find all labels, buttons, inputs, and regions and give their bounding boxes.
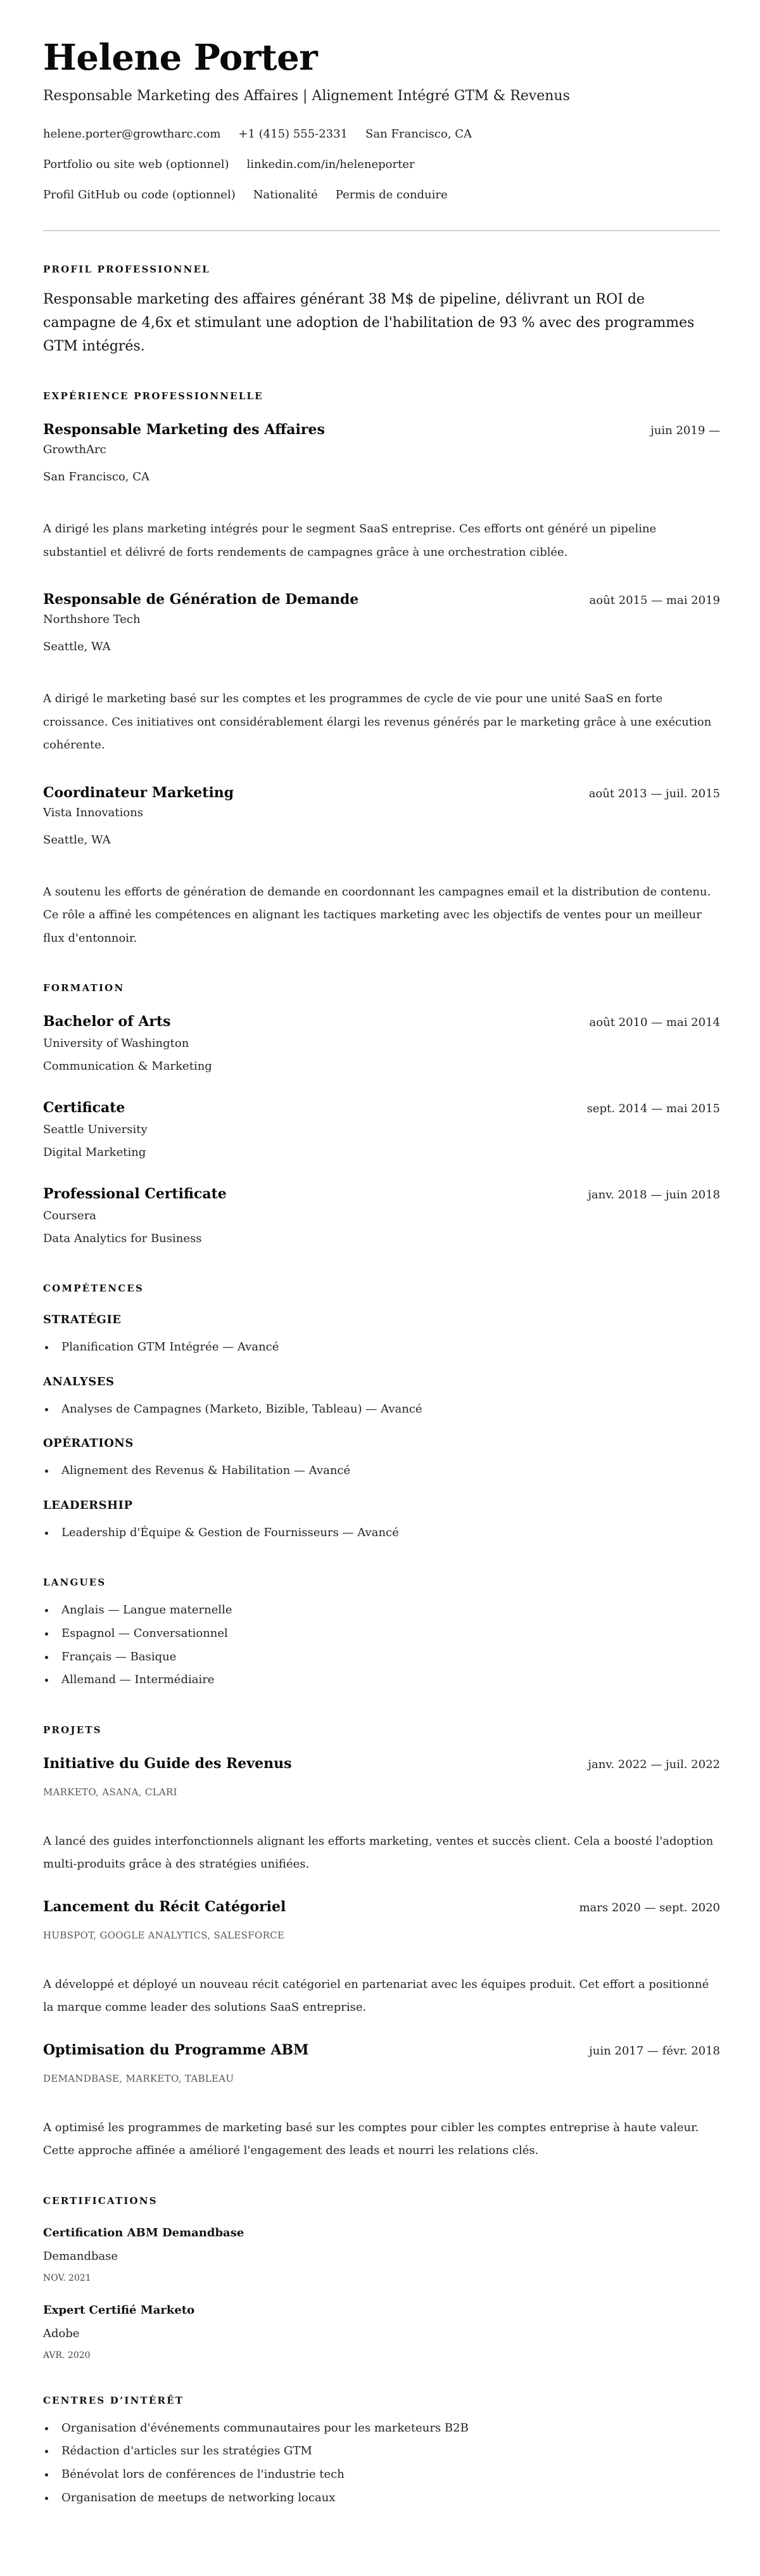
project-tools: HUBSPOT, GOOGLE ANALYTICS, SALESFORCE [43,1929,285,1941]
field-of-study: Communication & Marketing [43,1060,212,1073]
contact-info [43,119,720,210]
job-location: Seattle, WA [43,833,111,847]
skill-group [43,1374,720,1421]
experience-entry [43,590,720,757]
experience-section [43,390,720,950]
section-heading: EXPÉRIENCE PROFESSIONNELLE [43,390,263,402]
education-entry [43,1012,720,1078]
section-heading: LANGUES [43,1577,106,1589]
headline: Responsable Marketing des Affaires | Alignement Intégré GTM & Revenus [43,88,570,104]
project-title: Optimisation du Programme ABM [43,2041,309,2058]
job-location: San Francisco, CA [43,470,150,484]
job-title: Responsable Marketing des Affaires [43,421,325,438]
project-entry [43,2041,720,2163]
location: San Francisco, CA [365,127,472,141]
language-item: Allemand — Intermédiaire [43,1669,720,1692]
project-entry [43,1897,720,2020]
interest-item: Bénévolat lors de conférences de l'industrie tech [43,2463,720,2487]
institution: Seattle University [43,1123,148,1136]
section-heading: CERTIFICATIONS [43,2195,158,2207]
header-divider [43,230,720,231]
field-of-study: Digital Marketing [43,1146,146,1159]
project-title: Lancement du Récit Catégoriel [43,1898,286,1915]
language-item: Espagnol — Conversationnel [43,1622,720,1646]
degree: Professional Certificate [43,1186,227,1202]
education-dates: août 2010 — mai 2014 [589,1016,720,1029]
github-link[interactable]: Profil GitHub ou code (optionnel) [43,188,236,202]
institution: University of Washington [43,1037,189,1050]
degree: Bachelor of Arts [43,1013,171,1030]
language-item: Français — Basique [43,1646,720,1669]
certification-issuer: Demandbase [43,2249,118,2263]
field-of-study: Data Analytics for Business [43,1232,202,1245]
candidate-name: Helene Porter [43,37,318,79]
skill-item: Alignement des Revenus & Habilitation — Avancé [43,1459,720,1483]
contact-row [43,150,720,180]
project-dates: juin 2017 — févr. 2018 [589,2044,720,2058]
job-title: Coordinateur Marketing [43,784,234,801]
project-tools: MARKETO, ASANA, CLARI [43,1786,177,1798]
skill-group [43,1497,720,1545]
job-dates: juin 2019 — [650,424,720,437]
job-dates: août 2015 — mai 2019 [589,594,720,607]
skills-section [43,1282,720,1544]
nationality: Nationalité [253,188,318,202]
interest-item: Rédaction d'articles sur les stratégies GTM [43,2440,720,2463]
company: Vista Innovations [43,805,144,819]
certifications-section [43,2195,720,2362]
projects-section [43,1724,720,2163]
experience-entry [43,783,720,951]
skill-category: LEADERSHIP [43,1498,133,1512]
job-title: Responsable de Génération de Demande [43,591,359,608]
project-dates: mars 2020 — sept. 2020 [579,1900,720,1914]
linkedin-link[interactable]: linkedin.com/in/heleneporter [246,158,415,171]
certification-name: Certification ABM Demandbase [43,2226,244,2240]
skill-group [43,1435,720,1483]
certification-entry [43,2225,720,2285]
certification-entry [43,2302,720,2362]
skill-category: STRATÉGIE [43,1313,122,1326]
section-heading: FORMATION [43,982,125,994]
project-title: Initiative du Guide des Revenus [43,1755,292,1772]
section-heading: COMPÉTENCES [43,1283,144,1294]
job-dates: août 2013 — juil. 2015 [588,786,720,800]
project-tools: DEMANDBASE, MARKETO, TABLEAU [43,2072,234,2084]
education-dates: janv. 2018 — juin 2018 [588,1188,720,1201]
summary-text: Responsable marketing des affaires générant 38 M$ de pipeline, délivrant un ROI de campagne de 4,6x et stimulant une adoption de l'habilitation de 93 % avec des programmes GTM intégrés. [43,292,695,354]
skill-item: Analyses de Campagnes (Marketo, Bizible, Tableau) — Avancé [43,1398,720,1421]
experience-entry [43,420,720,564]
job-description: A dirigé le marketing basé sur les comptes et les programmes de cycle de vie pour une unité SaaS en forte croissance. Ces initiatives ont considérablement élargi les revenus générés par le marketing grâce à une exécution cohérente. [43,692,712,752]
education-dates: sept. 2014 — mai 2015 [586,1102,720,1115]
education-entry [43,1184,720,1250]
skill-item: Leadership d'Équipe & Gestion de Fournisseurs — Avancé [43,1522,720,1545]
skill-item: Planification GTM Intégrée — Avancé [43,1336,720,1359]
summary-section [43,263,720,358]
education-section [43,982,720,1250]
project-entry [43,1754,720,1876]
company: GrowthArc [43,443,106,456]
education-entry [43,1098,720,1164]
skill-category: ANALYSES [43,1375,115,1388]
skill-category: OPÉRATIONS [43,1437,134,1451]
drivers-license: Permis de conduire [335,188,448,202]
contact-row [43,180,720,210]
interest-item: Organisation de meetups de networking locaux [43,2487,720,2510]
skill-group [43,1312,720,1359]
contact-row [43,119,720,150]
interests-section [43,2394,720,2509]
email[interactable]: helene.porter@growtharc.com [43,127,221,141]
section-heading: CENTRES D’INTÉRÊT [43,2394,184,2406]
certification-date: AVR. 2020 [43,2350,91,2361]
job-location: Seattle, WA [43,640,111,653]
language-item: Anglais — Langue maternelle [43,1599,720,1622]
section-heading: PROFIL PROFESSIONNEL [43,264,210,275]
portfolio-link[interactable]: Portfolio ou site web (optionnel) [43,158,229,171]
company: Northshore Tech [43,613,141,626]
phone[interactable]: +1 (415) 555-2331 [238,127,348,141]
certification-issuer: Adobe [43,2326,80,2340]
resume-header [43,38,720,210]
section-heading: PROJETS [43,1724,102,1736]
institution: Coursera [43,1209,97,1222]
interest-item: Organisation d'événements communautaires pour les marketeurs B2B [43,2417,720,2440]
languages-section [43,1576,720,1691]
project-dates: janv. 2022 — juil. 2022 [588,1757,720,1771]
job-description: A soutenu les efforts de génération de demande en coordonnant les campagnes email et la distribution de contenu. Ce rôle a affiné les compétences en alignant les tactiques marketing avec les objectifs de ventes pour un meilleur flux d'entonnoir. [43,885,711,945]
certification-name: Expert Certifié Marketo [43,2303,195,2317]
project-description: A lancé des guides interfonctionnels alignant les efforts marketing, ventes et succès client. Cela a boosté l'adoption multi-produits grâce à des stratégies unifiées. [43,1834,714,1871]
project-description: A développé et déployé un nouveau récit catégoriel en partenariat avec les équipes produit. Cet effort a positionné la marque comme leader des solutions SaaS entreprise. [43,1977,709,2015]
degree: Certificate [43,1099,125,1116]
certification-date: NOV. 2021 [43,2272,91,2283]
job-description: A dirigé les plans marketing intégrés pour le segment SaaS entreprise. Ces efforts ont généré un pipeline substantiel et délivré de forts rendements de campagnes grâce à une orchestration ciblée. [43,522,657,559]
project-description: A optimisé les programmes de marketing basé sur les comptes pour cibler les comptes entreprise à haute valeur. Cette approche affinée a amélioré l'engagement des leads et nourri les relations clés. [43,2120,699,2158]
